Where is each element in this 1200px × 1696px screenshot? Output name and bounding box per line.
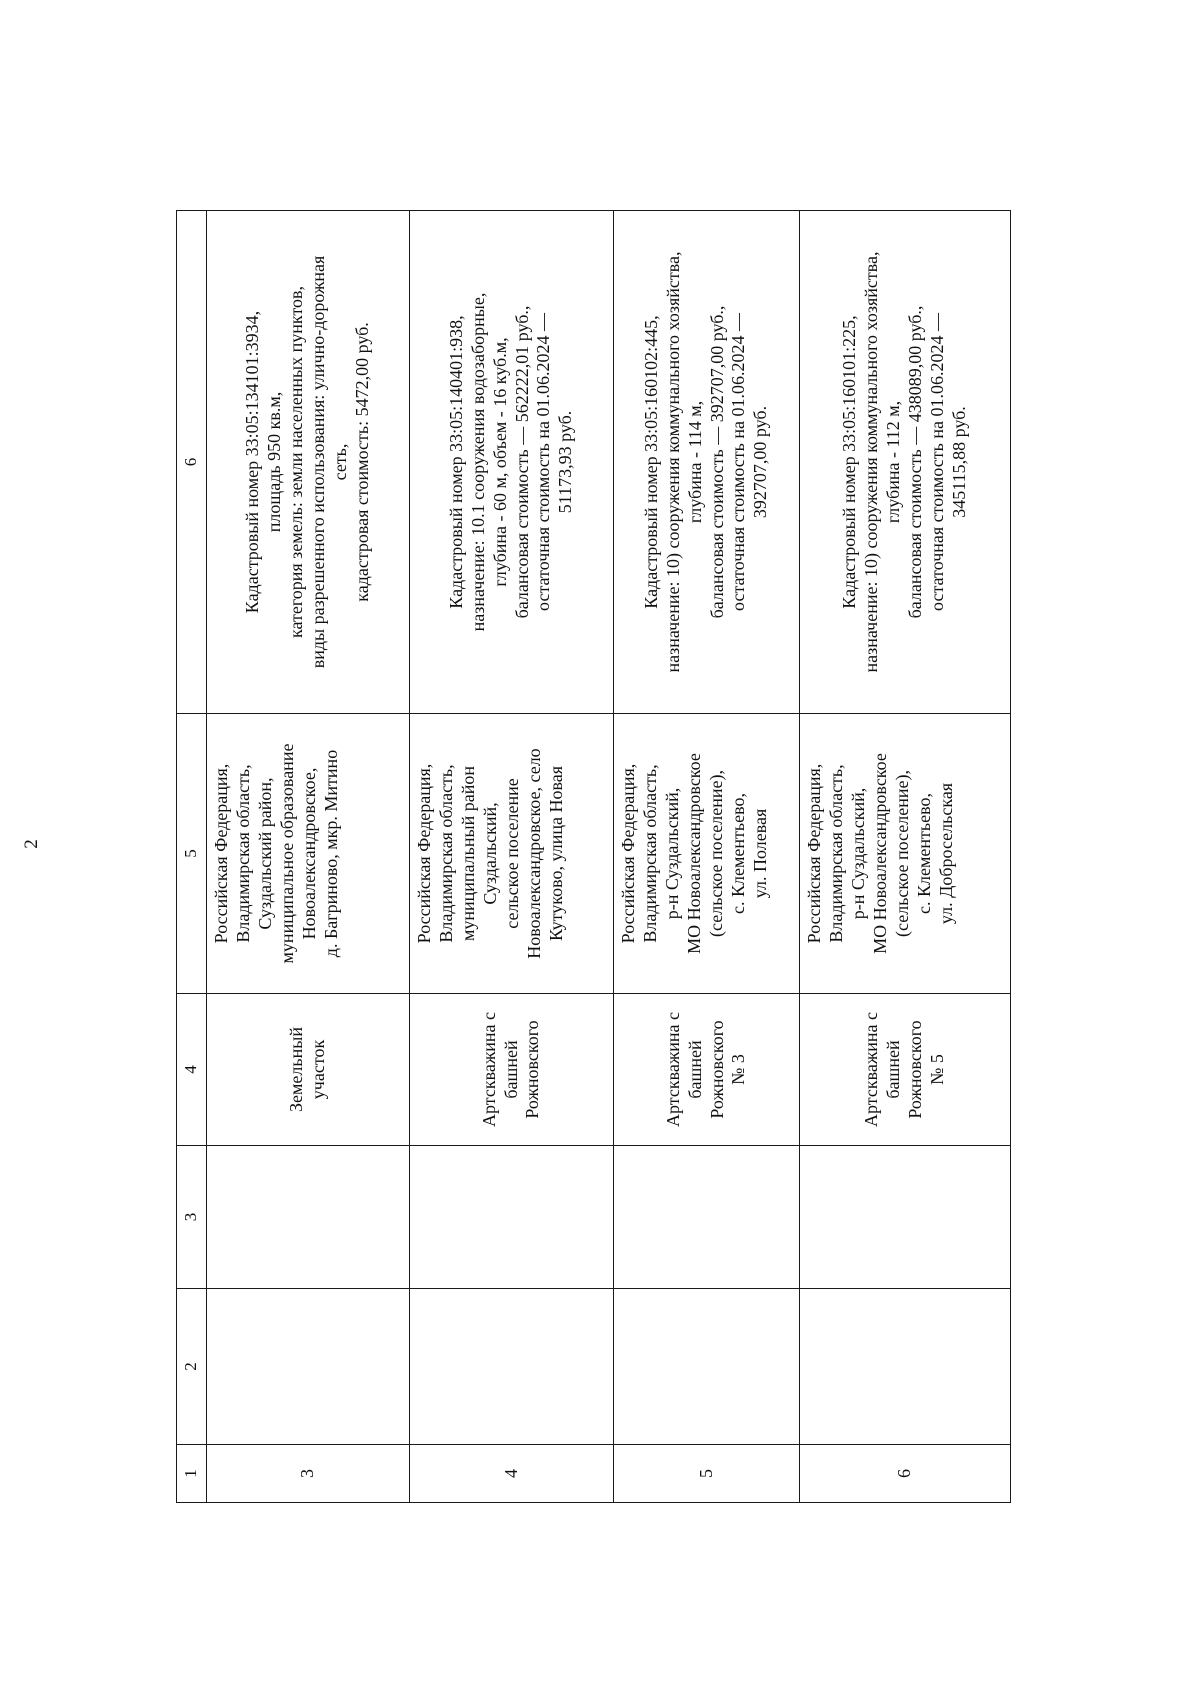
text-line: Новоалександровское, село (523, 748, 544, 959)
object-description (614, 211, 800, 714)
text-line: ул. Полевая (749, 808, 770, 899)
text-line: балансовая стоимость — 438089,00 руб., (905, 305, 925, 619)
text-line: Владимирская область, (825, 764, 846, 943)
text-line: Новоалександровское, (298, 767, 319, 940)
object-address (207, 714, 410, 994)
text-line: назначение: 10) сооружения коммунального хозяйства, (861, 251, 882, 673)
text-line: ул. Добросельская (935, 782, 956, 925)
object-description (207, 211, 410, 714)
text-line: сеть, (329, 443, 350, 481)
header-cell: 1 (177, 1445, 207, 1503)
text-line: категория земель: земли населенных пунктов, (286, 285, 307, 639)
text-line: Российская Федерация, (618, 763, 638, 944)
text-line: Кадастровый номер 33:05:160102:445, (640, 315, 661, 609)
table-row (800, 211, 1011, 1503)
text-line: Кутуково, улица Новая (545, 766, 566, 941)
object-address (614, 714, 800, 994)
text-line: остаточная стоимость на 01.06.2024 — (926, 313, 947, 611)
text-line: № 5 (926, 1054, 947, 1085)
text-line: Российская Федерация, (804, 763, 824, 944)
empty-cell (410, 1146, 614, 1289)
text-line: Российская Федерация, (414, 763, 434, 944)
text-line: Рожновского (522, 1020, 543, 1119)
property-table (176, 210, 1011, 1503)
text-line: участок (308, 1039, 328, 1100)
text-line: Российская Федерация, (211, 763, 231, 944)
text-line: с. Клементьево, (727, 793, 748, 914)
text-line: Кадастровый номер 33:05:134101:3934, (242, 310, 263, 614)
text-line: остаточная стоимость на 01.06.2024 — (533, 313, 554, 611)
text-line: 51173,93 руб. (555, 410, 576, 514)
table-row (410, 211, 614, 1503)
table-header-row (177, 211, 207, 1503)
row-number: 4 (410, 1445, 614, 1503)
empty-cell (800, 1146, 1011, 1289)
object-description (410, 211, 614, 714)
text-line: муниципальное образование (276, 743, 297, 964)
text-line: Земельный (286, 1027, 307, 1112)
object-name (614, 994, 800, 1146)
text-line: МО Новоалександровское (869, 753, 890, 954)
text-line: площадь 950 кв.м, (264, 391, 285, 533)
object-address (800, 714, 1011, 994)
text-line: Артскважина с (478, 1012, 499, 1128)
text-line: Суздальский, (479, 802, 500, 905)
text-line: р-н Суздальский, (847, 787, 868, 920)
text-line: глубина - 112 м, (883, 400, 904, 524)
text-line: Рожновского (905, 1020, 925, 1119)
text-line: (сельское поселение), (705, 770, 726, 937)
row-number: 3 (207, 1445, 410, 1503)
text-line: Кадастровый номер 33:05:160101:225, (839, 315, 860, 609)
text-line: Артскважина с (662, 1012, 683, 1128)
text-line: балансовая стоимость — 562222,01 руб., (511, 305, 532, 619)
object-name (410, 994, 614, 1146)
text-line: балансовая стоимость — 392707,00 руб., (706, 305, 727, 619)
page-number: 2 (21, 839, 42, 849)
text-line: глубина - 60 м, объем - 16 куб.м, (489, 337, 510, 587)
text-line: башней (500, 1040, 521, 1099)
text-line: Владимирская область, (639, 764, 660, 943)
text-line: виды разрешенного использования: улично-дорожная (308, 255, 328, 669)
object-description (800, 211, 1011, 714)
empty-cell (614, 1289, 800, 1445)
text-line: Артскважина с (861, 1012, 882, 1128)
rotated-table-container (176, 211, 1005, 1503)
text-line: башней (684, 1040, 705, 1099)
text-line: Владимирская область, (232, 764, 253, 943)
text-line: назначение: 10) сооружения коммунального хозяйства, (662, 251, 683, 673)
text-line: Суздальский район, (254, 777, 275, 930)
text-line: 345115,88 руб. (948, 406, 969, 518)
empty-cell (614, 1146, 800, 1289)
text-line: 392707,00 руб. (750, 405, 771, 519)
header-cell: 2 (177, 1289, 207, 1445)
text-line: Кадастровый номер 33:05:140401:938, (445, 315, 466, 609)
object-name (207, 994, 410, 1146)
header-cell: 6 (177, 211, 207, 714)
object-name (800, 994, 1011, 1146)
table-row (614, 211, 800, 1503)
empty-cell (207, 1146, 410, 1289)
table-row (207, 211, 410, 1503)
text-line: башней (883, 1040, 904, 1099)
object-address (410, 714, 614, 994)
text-line: д. Багриново, мкр. Митино (320, 749, 341, 958)
text-line: глубина - 114 м, (684, 400, 705, 524)
text-line: Рожновского (706, 1020, 727, 1119)
text-line: МО Новоалександровское (683, 753, 704, 954)
text-line: назначение: 10.1 сооружения водозаборные, (467, 292, 488, 632)
text-line: с. Клементьево, (913, 793, 934, 914)
text-line: (сельское поселение), (891, 770, 912, 937)
text-line: остаточная стоимость на 01.06.2024 — (728, 313, 749, 611)
text-line: муниципальный район (457, 766, 478, 942)
text-line: сельское поселение (501, 778, 522, 929)
text-line: кадастровая стоимость: 5472,00 руб. (351, 322, 372, 602)
text-line: № 3 (728, 1054, 749, 1085)
text-line: Владимирская область, (435, 764, 456, 943)
row-number: 5 (614, 1445, 800, 1503)
empty-cell (410, 1289, 614, 1445)
empty-cell (800, 1289, 1011, 1445)
text-line: р-н Суздальский, (661, 787, 682, 920)
row-number: 6 (800, 1445, 1011, 1503)
empty-cell (207, 1289, 410, 1445)
header-cell: 5 (177, 714, 207, 994)
header-cell: 3 (177, 1146, 207, 1289)
header-cell: 4 (177, 994, 207, 1146)
